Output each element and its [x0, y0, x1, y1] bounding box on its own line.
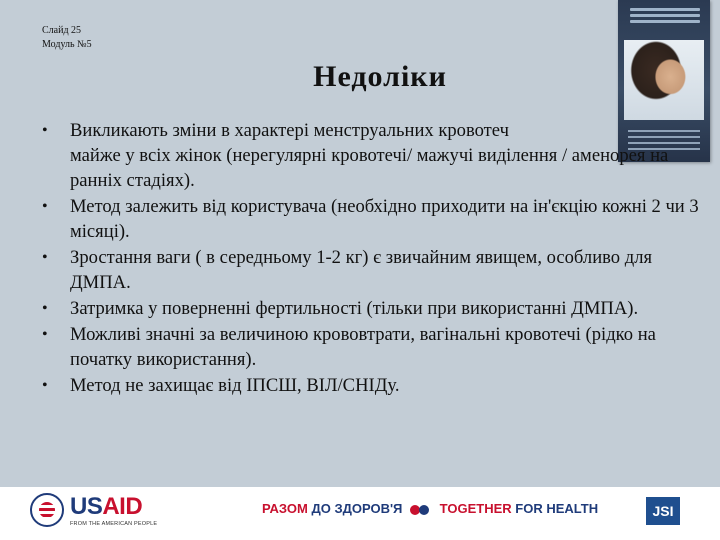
hearts-icon [410, 503, 432, 517]
bullet-item [40, 118, 700, 193]
bullet-text: Метод не захищає від ІПСШ, ВІЛ/СНІДу. [70, 375, 400, 396]
bullet-dot-icon: • [42, 198, 48, 215]
bullet-dot-icon: • [42, 300, 48, 317]
usaid-seal-icon [30, 493, 64, 527]
module-label: Модуль №5 [42, 39, 92, 50]
campaign-text-2: ДО ЗДОРОВ'Я [311, 501, 403, 516]
campaign-logo [262, 501, 598, 523]
bullet-text-continued: майже у всіх жінок (нерегулярні кровотечі/ мажучі виділення / аменорея на ранніх стадіях). [70, 145, 669, 191]
bullet-text: Зростання ваги ( в середньому 1-2 кг) є звичайним явищем, особливо для ДМПА. [70, 247, 653, 293]
bullet-dot-icon: • [42, 377, 48, 394]
bullet-item [40, 245, 700, 295]
slide-meta [42, 24, 92, 52]
booklet-title-lines [630, 8, 700, 30]
usaid-aid: AID [102, 493, 143, 520]
bullet-text: Можливі значні за величиною крововтрати, вагінальні кровотечі (рідко на початку використання). [70, 324, 656, 370]
bullet-item [40, 296, 700, 321]
bullet-text: Метод залежить від користувача (необхідно приходити на ін'єкцію кожні 2 чи 3 місяці). [70, 196, 699, 242]
usaid-tagline: FROM THE AMERICAN PEOPLE [70, 521, 158, 527]
bullet-item [40, 322, 700, 372]
campaign-text-3: TOGETHER [439, 501, 512, 516]
campaign-text-4: FOR HEALTH [515, 501, 599, 516]
usaid-wordmark [70, 495, 157, 527]
page-title: Недоліки [313, 60, 447, 93]
slide-number: Слайд 25 [42, 25, 82, 36]
bullet-item [40, 194, 700, 244]
footer-logos [0, 487, 720, 540]
jsi-logo: JSI [646, 497, 680, 525]
bullet-dot-icon: • [42, 122, 48, 139]
bullet-dot-icon: • [42, 326, 48, 343]
usaid-us: US [70, 493, 103, 520]
bullet-dot-icon: • [42, 249, 48, 266]
bullet-text: Викликають зміни в характері менструальних кровотеч [70, 120, 509, 141]
campaign-text-1: РАЗОМ [262, 501, 308, 516]
bullet-text: Затримка у поверненні фертильності (тільки при використанні ДМПА). [70, 298, 639, 319]
bullet-list [40, 118, 700, 399]
bullet-item [40, 373, 700, 398]
booklet-photo [624, 40, 704, 120]
